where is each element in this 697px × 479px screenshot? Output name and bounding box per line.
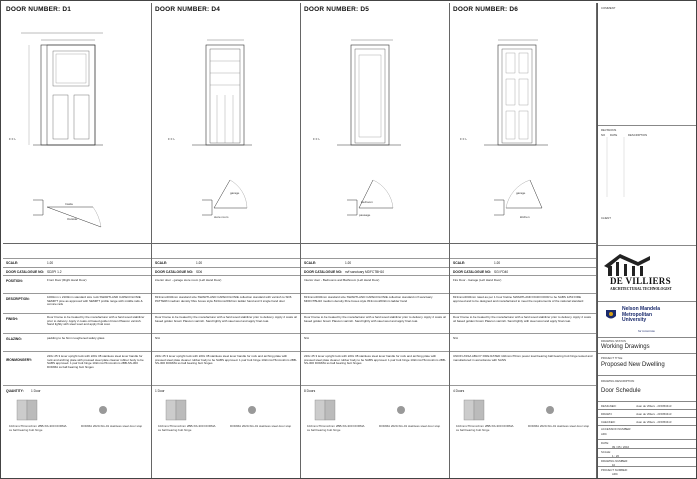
doorstop-caption: DORMA 2020-SG-01 stainless steel door stop [379, 424, 441, 428]
door-schedule: SCALE: 1:20 DOOR CATALOGUE NO: SD2PI 1.2 POSITION: Front Door (Right Hand Door) DESCRIPTION: 1000mm x 2100mm standard size rock SWARTLAND CAPECOLONIE SEMIPT pine as approved with SEMIPT profile range with middle rails & cornice rails FINISH: Door Frame to be treated by the manufacturer with a hard wood stabilizer prior to delivery. Apply 2 coats oil based golden brown Plascon varnish. Sand lightly with steel wool and apply final coat. GLAZING: padding to be 6mm toughened safety glass IRONMONGERY: 220x 25 3 lever upright lock with 220x 38 stainless steel lever handle for rock and arching plate with pressed steel plate cleaner rubber body to be SABS approved. 1 pair butt hinge 102mmx76mmx2mm 2BB-SS-300 DORMA ss ball bearing butt hinges QUANTITY: 1 Door 102mmx76mmx2mm 2BB-SS-300 DORMA ss ball bearing butt hinge DORMA 2020-SG-01 stainless steel door stop [3, 243, 151, 478]
ffl-label: F F L [313, 137, 321, 141]
ffl-label: F F L [9, 137, 17, 141]
door-elevation-drawing [3, 15, 151, 245]
plan-label-a: store room [214, 215, 229, 219]
plan-label-b: kitchen [520, 215, 530, 219]
brand-block [598, 245, 696, 301]
drawing-description: Door Schedule [601, 388, 641, 394]
brand-subtitle: ARCHITECTURAL TECHNOLOGIST [610, 287, 672, 291]
title-block: COMMENT REVISIONS NO DATE DESCRIPTION CLIENT DE VILLIERS ARCHITECTURAL TECHNOLOGIST Nelson Mandela Metropolitan University for tomorrow DRAWING STATUS Working Drawings PROJECT TITLE Proposed New Dwelling DRAWING DESCRIPTION Door Schedule DESIGNED: Juan de Villiers - 215053413 DRAWN: Juan de Villiers - 215053413 CHECKED: Juan de Villiers - 215053413 ACCESSION NUMBER: ARC DATE: 09 / 05 / 2016 SCALE: 1 : 20 DRAWING NUMBER: 10 PROJECT NUMBER: ARC [597, 3, 696, 478]
plan-label-b: Outside [67, 217, 78, 221]
client-label: CLIENT [601, 216, 611, 220]
door-elevation-drawing [450, 15, 596, 245]
doorstop-caption: DORMA 2020-SG-01 stainless steel door stop [230, 424, 292, 428]
door-schedule: SCALE: 1:20 DOOR CATALOGUE NO: SGI FD40 Fire Door - Garage (Left Hand Door) 813mmx2032mm rated as per 1 hour fireline SWARTLAND FD40 DOOR to be SABS 1253 FIRE approved and to be designed and manufactured to meet the requirements of the national standard Door Frame to be treated by the manufacturer with a hard wood stabilizer prior to delivery. Apply 2 coats oil based golden brown Plascon varnish. Sand lightly with steel wool and apply final coat. N/A UNION ASSA ABLOY FIRE RATED 102mmx76mm power load bearing ball bearing butt hinge tested and manufactured in accordance with SANS 4 Doors 102mmx76mmx2mm 2BB-SS-300 DORMA ss ball bearing butt hinge DORMA 2020-SG-01 stainless steel door stop [450, 243, 596, 478]
university-logo-icon [604, 308, 618, 322]
plan-label-a: Inside [65, 202, 74, 206]
hinge-caption: 102mmx76mmx2mm 2BB-SS-300 DORMA ss ball bearing butt hinge [9, 424, 67, 432]
plan-label-a: garage [516, 191, 526, 195]
project-title: Proposed New Dwelling [601, 362, 665, 368]
column-title: DOOR NUMBER: D1 [6, 6, 72, 13]
door-column-d4 [152, 3, 301, 478]
door-column-d1 [3, 3, 152, 478]
hinge-caption: 102mmx76mmx2mm 2BB-SS-300 DORMA ss ball bearing butt hinge [456, 424, 514, 432]
plan-label-b: garage [230, 191, 240, 195]
ffl-label: F F L [460, 137, 468, 141]
door-elevation-drawing [152, 15, 300, 245]
revisions-label: REVISIONS [601, 128, 617, 132]
university-name: Nelson Mandela Metropolitan University [622, 306, 661, 324]
university-tagline: for tomorrow [638, 329, 655, 333]
column-title: DOOR NUMBER: D5 [304, 6, 370, 13]
column-title: DOOR NUMBER: D6 [453, 6, 519, 13]
doorstop-caption: DORMA 2020-SG-01 stainless steel door stop [528, 424, 590, 428]
brand-name: DE VILLIERS [610, 276, 671, 286]
drawing-status: Working Drawings [601, 344, 650, 350]
door-elevation-drawing [301, 15, 449, 245]
hinge-caption: 102mmx76mmx2mm 2BB-SS-300 DORMA ss ball bearing butt hinge [158, 424, 216, 432]
door-column-d6 [450, 3, 597, 478]
door-schedule: SCALE: 1:20 DOOR CATALOGUE NO: m/f sanctuary MDFCTBH10 Interior door - Bedrooms and Bathroom (Left Hand Door) 813mmx2032mm standard size SWARTLAND CAPECOLONIE collection standard m/f sanctuary MDFCTBH10 medium density fibre boxes style 813mmx2032mm ladder hand Door Frame to be treated by the manufacturer with a hard wood stabilizer prior to delivery. Apply 2 coats oil based golden brown Plascon varnish. Sand lightly with steel wool and apply final coat. N/A 220x 25 3 lever upright lock with 220x 38 stainless steel lever handle for rock and arching plate with pressed steel plate cleaner rubber body to be SABS approved. 1 pair butt hinge 102mmx76mmx2mm 2BB-SS-300 DORMA ss ball bearing butt hinges 8 Doors 102mmx76mmx2mm 2BB-SS-300 DORMA ss ball bearing butt hinge DORMA 2020-SG-01 stainless steel door stop [301, 243, 449, 478]
university-block [598, 301, 696, 337]
plan-label-a: bedroom [361, 200, 373, 204]
hinge-caption: 102mmx76mmx2mm 2BB-SS-300 DORMA ss ball bearing butt hinge [307, 424, 365, 432]
doorstop-caption: DORMA 2020-SG-01 stainless steel door stop [81, 424, 143, 428]
door-column-d5 [301, 3, 450, 478]
plan-label-b: passage [359, 213, 371, 217]
comment-label: COMMENT [601, 6, 616, 10]
ffl-label: F F L [168, 137, 176, 141]
door-schedule: SCALE: 1:20 DOOR CATALOGUE NO: SD6 interior door - garage store room (Left Hand Door) 813mmx2032mm standard size SWARTLAND CAPECOLONIE collection standard with varnish to SD6 PATTERN medium density fibre boxes style 813mmx2032mm ladder hand and 3 single hand door Door Frame to be treated by the manufacturer with a hard wood stabilizer prior to delivery. Apply 2 coats oil based golden brown Plascon varnish. Sand lightly with steel wool and apply final coat. N/A 220x 25 3 lever upright lock with 220x 38 stainless steel lever handle for rock and arching plate with pressed steel plate cleaner rubber body to be SABS approved. 1 pair butt hinge 102mmx76mmx2mm 2BB-SS-300 DORMA ss ball bearing butt hinges 1 Door 102mmx76mmx2mm 2BB-SS-300 DORMA ss ball bearing butt hinge DORMA 2020-SG-01 stainless steel door stop [152, 243, 300, 478]
column-title: DOOR NUMBER: D4 [155, 6, 221, 13]
